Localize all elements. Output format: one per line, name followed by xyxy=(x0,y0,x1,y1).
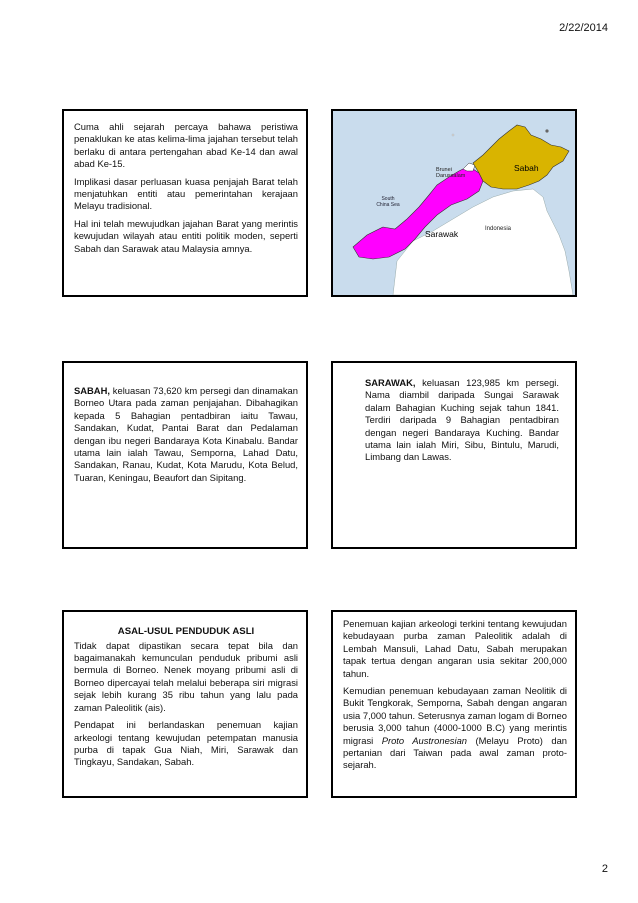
slide-italic-text: Proto Austronesian xyxy=(381,734,467,746)
slide-asal-usul xyxy=(62,610,308,798)
slide-map xyxy=(331,109,577,297)
slide-implikasi xyxy=(62,109,308,297)
slide-paragraph: Pendapat ini berlandaskan penemuan kajian arkeologi tentang kewujudan petempatan manusia purba di tapak Gua Niah, Miri, Sarawak dan Tingkayu, Sandakan, Sabah. xyxy=(74,719,298,768)
island xyxy=(452,134,454,136)
map-label-indonesia: Indonesia xyxy=(485,226,512,232)
map-label-sarawak: Sarawak xyxy=(425,229,459,239)
slide-penemuan xyxy=(331,610,577,798)
slide-paragraph: Implikasi dasar perluasan kuasa penjajah Barat telah menjatuhkan entiti atau pemerintahan kerajaan Melayu tradisional. xyxy=(74,175,298,212)
slide-paragraph xyxy=(74,385,298,484)
slide-text: Kemudian penemuan kebudayaan zaman Neolitik di Bukit Tengkorak, Semporna, Sabah dengan angaran usia 7,000 tahun. Seterusnya zaman logam di Borneo berusia 3,000 tahun (4000-1000 B.C) yang merintis migrasi xyxy=(343,685,567,746)
slide-paragraph xyxy=(365,377,559,464)
slide-text: keluasan 123,985 km persegi. Nama diambil daripada Sungai Sarawak dalam Bahagian Kuching sejak tahun 1841. Terdiri daripada 9 Bahagian pentadbiran dengan negeri Bandaraya Kuching. Bandar utama lain ialah Miri, Sibu, Bintulu, Marudi, Limbang dan Lawas. xyxy=(365,377,559,463)
map-label-south-china-sea: South China Sea xyxy=(376,196,400,208)
slide-text: keluasan 73,620 km persegi dan dinamakan Borneo Utara pada zaman penjajahan. Dibahagikan kepada 5 Bahagian pentadbiran iaitu Tawau, Sandakan, Kudat, Pantai Barat dan Pedalaman dengan ibu negeri Bandaraya Kota Kinabalu. Bandar utama lain ialah Tawau, Semporna, Lahad Datu, Sandakan, Ranau, Kudat, Kota Marudu, Kota Belud, Tuaran, Keningau, Beaufort dan Sipitang. xyxy=(74,385,298,483)
slide-paragraph xyxy=(343,685,567,772)
slide-paragraph: Tidak dapat dipastikan secara tepat bila dan bagaimanakah kemunculan penduduk pribumi asli bermula di Borneo. Nenek moyang pribumi asli di Borneo dipercayai telah melalui beberapa siri migrasi sejak lebih kurang 35 ribu tahun yang lalu pada zaman Paleolitik (ais). xyxy=(74,639,298,713)
map-label-brunei: Brunei Darussalam xyxy=(436,167,466,180)
slide-paragraph: Hal ini telah mewujudkan jajahan Barat yang merintis kewujudan wilayah atau entiti politik moden, seperti Sabah dan Sarawak atau Malaysia amnya. xyxy=(74,217,298,254)
slide-heading: SABAH, xyxy=(74,385,110,396)
page-number: 2 xyxy=(601,863,608,875)
slide-title: ASAL-USUL PENDUDUK ASLI xyxy=(117,626,255,637)
slide-paragraph: Cuma ahli sejarah percaya bahawa peristiwa penaklukan ke atas kelima-lima jajahan tersebut telah berlaku di antara pertengahan abad Ke-14 dan awal abad Ke-15. xyxy=(74,121,298,170)
slide-sabah xyxy=(62,361,308,549)
map-label-sabah: Sabah xyxy=(514,163,539,173)
borneo-map xyxy=(333,111,575,295)
header-date: 2/22/2014 xyxy=(559,22,608,34)
slide-sarawak xyxy=(331,361,577,549)
slide-heading: SARAWAK, xyxy=(365,377,416,388)
slide-text: (Melayu Proto) dan pertanian dari Taiwan pada awal zaman proto-sejarah. xyxy=(343,734,567,771)
island xyxy=(545,129,548,132)
slide-paragraph: Penemuan kajian arkeologi terkini tentang kewujudan kebudayaan purba zaman Paleolitik adalah di Lembah Mansuli, Lahad Datu, Sabah merupakan tapak tertua dengan angaran usia sekitar 200,000 tahun. xyxy=(343,618,567,679)
